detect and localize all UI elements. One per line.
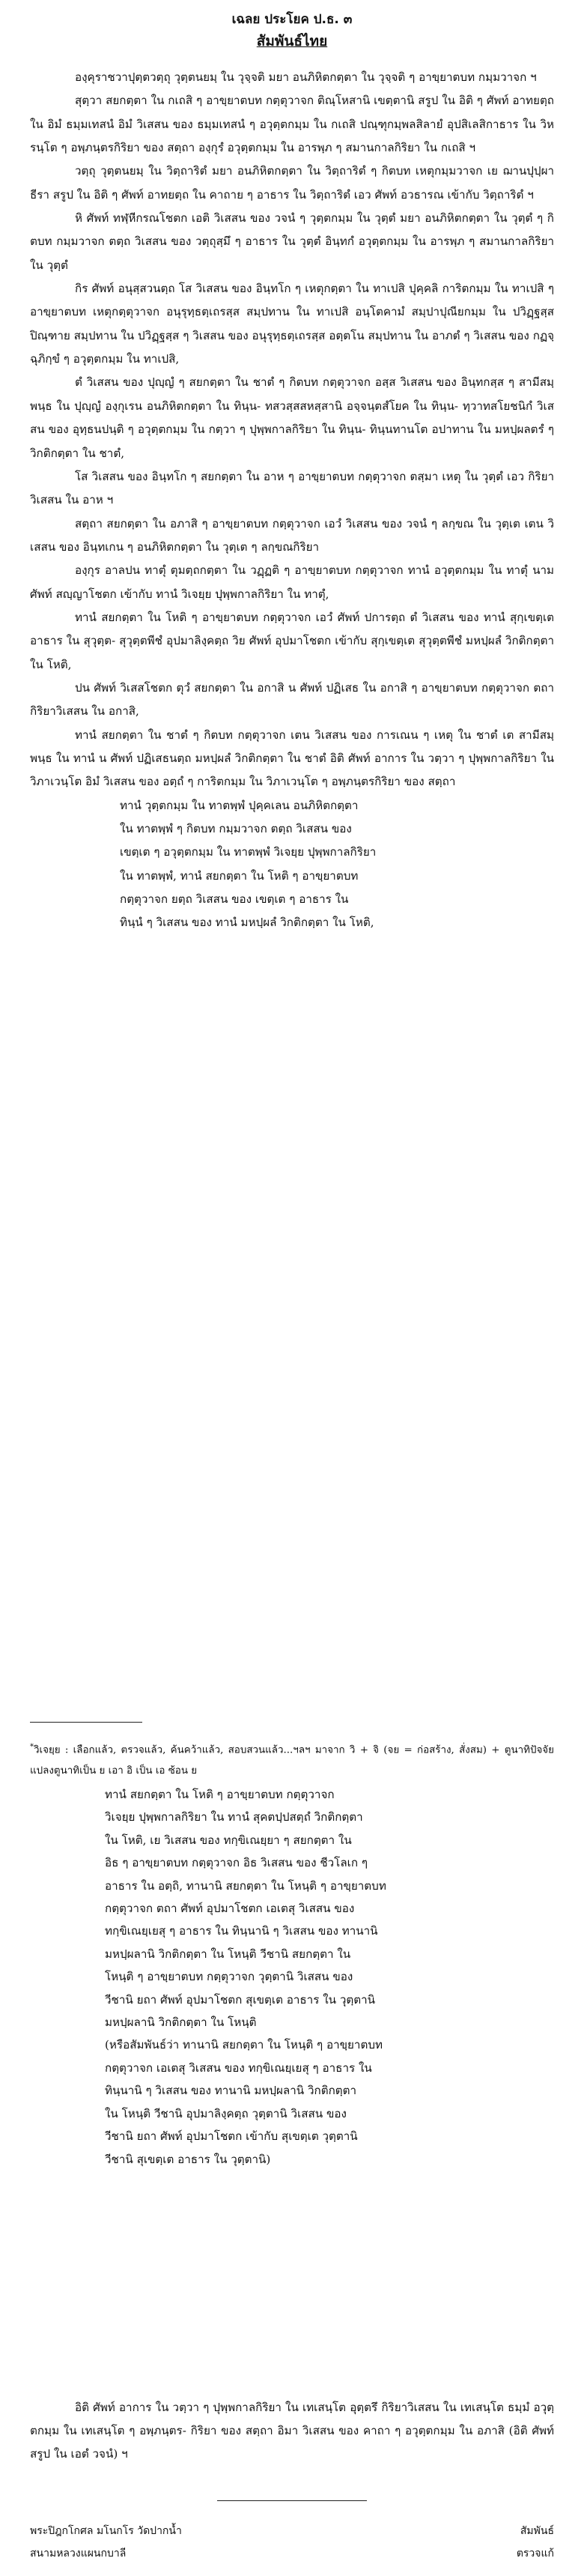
paragraph: ตํ วิเสสน ของ ปุญฺญํ ๆ สยกตฺตา ใน ชาตํ ๆ กิตบท กตฺตุวาจก อสฺส วิเสสน ของ อินฺทกสฺส ๆ สามีสมฺพนฺธ ใน ปุญฺญํ องฺกุเรน อนภิหิตกตฺตา ใน ทินฺน- ทสวสฺสสหสฺสานิ อจฺจนฺตสํโยค ใน ทินฺน- ทฺวาทสโยชนิกํ วิเสสน ของ อุทฺธนปนฺติ ๆ อวุตฺตกมฺม ใน กตฺวา ๆ ปุพฺพกาลกิริยา ใน ทินฺน- ทินฺนทานโต อปาทาน ใน มหปฺผลตรํ ๆ วิกติกตฺตา ใน ชาตํ, (30, 375, 554, 460)
paragraph: กิร ศัพท์ อนุสฺสวนตฺถ โส วิเสสน ของ อินฺทโก ๆ เหตุกตฺตา ใน ทาเปสิ ปุคฺคลิ การิตกมฺม ใน ทาเปสิ ๆ อาขฺยาตบท เหตุกตฺตุวาจก อนุรุทฺธตฺเถรสฺส สมฺปทาน ใน ทาเปสิ อนฺโตคามํ สมฺปาปุณียกมฺม ใน ปวิฏฺฐสฺส ปิณฺฑาย สมฺปทาน ใน ปวิฏฺฐสฺส ๆ วิเสสน ของ อนุรุทฺธตฺเถรสฺส อตฺตโน สมฺปทาน ใน อาภตํ ๆ วิเสสน ของ กฏจฺฉุภิกฺขํ ๆ อวุตฺตกมฺม ใน ทาเปสิ, (30, 282, 554, 366)
footnote-text: วิเจยฺย : เลือกแล้ว, ตรวจแล้ว, ค้นคว้าแล้ว, สอบสวนแล้ว...ฯลฯ มาจาก วิ + จิ (จย = ก่อสร้าง, สั่งสม) + ตูนาทิปัจจัย แปลงตูนาทิเป็น ย เอา อิ เป็น เอ ซ้อน ย (30, 1744, 554, 1777)
footer-author: พระปิฎกโกศล มโนกโร วัดปากน้ำ (30, 2525, 182, 2537)
continuation-line: วีชานิ ยถา ศัพท์ อุปมาโชตก เข้ากับ สุเขตฺเต วุตฺตานิ (105, 2129, 358, 2144)
footer-left (30, 2520, 404, 2565)
continuation-line: โหนฺติ ๆ อาขฺยาตบท กตฺตุวาจก วุตฺตานิ วิเสสน ของ (105, 1970, 353, 1984)
footnote-divider (30, 1722, 142, 1723)
verse-line: ทินฺนํ ๆ วิเสสน ของ ทานํ มหปฺผลํ วิกติกตฺตา ใน โหติ, (120, 916, 374, 930)
continuation-line: วีชานิ ยถา ศัพท์ อุปมาโชตก สุเขตฺเต อาธาร ใน วุตฺตานิ (105, 1992, 375, 2007)
footer-role-1: สัมพันธ์ (520, 2525, 554, 2537)
verse-line: เขตฺเต ๆ อวุตฺตกมฺม ใน ทาตพฺพํ วิเจยฺย ปุพฺพกาลกิริยา (120, 845, 377, 859)
verse-line: ใน ทาตพฺพํ, ทานํ สยกตฺตา ใน โหติ ๆ อาขฺยาตบท (120, 868, 359, 883)
verse-line: กตฺตุวาจก ยตฺถ วิเสสน ของ เขตฺเต ๆ อาธาร ใน (120, 892, 349, 907)
closing-paragraph: อิติ ศัพท์ อาการ ใน วตฺวา ๆ ปุพฺพกาลกิริยา ใน เทเสนฺโต อุตฺตรึ กิริยาวิเสสน ใน เทเสนฺโต ธมฺมํ อวุตฺตกมฺม ใน เทเสนฺโต ๆ อพฺภนฺตร- กิริยา ของ สตฺถา อิมา วิเสสน ของ คาถา ๆ อวุตฺตกมฺม ใน อภาสิ (อิติ ศัพท์ สรูป ใน เอตํ วจนํ) ฯ (30, 2401, 554, 2461)
continuation-line: มหปฺผลานิ วิกติกตฺตา ใน โหนฺติ (105, 2016, 257, 2030)
document-subheading: สัมพันธ์ไทย (256, 33, 328, 49)
paragraph: องฺคุราชวาปุตฺตวตฺถุ วุตฺตนยมฺ ใน วุจฺจติ มยา อนภิหิตกตฺตา ใน วุจฺจติ ๆ อาขฺยาตบท กมฺมวาจก ฯ (75, 70, 537, 84)
continuation-line: กตฺตุวาจก ตถา ศัพท์ อุปมาโชตก เอเตสุ วิเสสน ของ (105, 1902, 355, 1916)
main-body (30, 66, 554, 935)
continuation-line: ทานํ สยกตฺตา ใน โหติ ๆ อาขฺยาตบท กตฺตุวาจก (105, 1788, 335, 1801)
document-heading: เฉลย ประโยค ป.ธ. ๓ (231, 12, 353, 27)
paragraph: สุตฺวา สยกตฺตา ใน กเถสิ ๆ อาขฺยาตบท กตฺตุวาจก ติณฺโหสานิ เขตฺตานิ สรูป ใน อิติ ๆ ศัพท์ อาทยตฺถ ใน อิมํ ธมฺมเทสนํ อิมํ วิเสสน ของ ธมฺมเทสนํ ๆ อวุตฺตกมฺม ใน กเถสิ ปณฺฑุกมฺพลสิลายํ อุปสิเลสิกาธาร ใน วิหรนฺโต ๆ อพฺภนฺตรกิริยา ของ สตฺถา องฺกุรํ อวุตฺตกมฺม ใน อารพฺภ ๆ สมานกาลกิริยา ใน กเถสิ ฯ (30, 94, 554, 155)
continuation-line: (หรือสัมพันธ์ว่า ทานานิ สยกตฺตา ใน โหนฺติ ๆ อาขฺยาตบท (105, 2038, 383, 2052)
continuation-block (30, 1783, 554, 2171)
closing-block (30, 2396, 554, 2466)
paragraph: ทานํ สยกตฺตา ใน ชาตํ ๆ กิตบท กตฺตุวาจก เตน วิเสสน ของ การเณน ๆ เหตุ ใน ชาตํ เต สามีสมฺพนฺธ ใน ทานํ น ศัพท์ ปฏิเสธนตฺถ มหปฺผลํ วิกติกตฺตา ใน ชาตํ อิติ ศัพท์ อาการ ใน วตฺวา ๆ ปุพฺพกาลกิริยา ใน วิภาเวนฺโต อิมํ วิเสสน ของ อตฺถํ ๆ การิตกมฺม ใน วิภาเวนฺโต ๆ อพฺภนฺตรกิริยา ของ สตฺถา (30, 728, 554, 789)
continuation-line: ทินฺนานิ ๆ วิเสสน ของ ทานานิ มหปฺผลานิ วิกติกตฺตา (105, 2084, 357, 2098)
paragraph: องฺกุร อาลปน ทาตุํ ตุมตฺถกตฺตา ใน วฏฺฏติ ๆ อาขฺยาตบท กตฺตุวาจก ทานํ อวุตฺตกมฺม ใน ทาตุํ นาม ศัพท์ สญฺญาโชตก เข้ากับ ทานํ วิเจยฺย ปุพฺพกาลกิริยา ใน ทาตุํ, (30, 563, 554, 601)
verse-line: ทานํ วุตฺตกมฺม ใน ทาตพฺพํ ปุคฺคเลน อนภิหิตกตฺตา (120, 798, 359, 812)
footer-right (442, 2520, 554, 2565)
continuation-line: ทกฺขิเณยฺเยสุ ๆ อาธาร ใน ทินฺนานิ ๆ วิเสสน ของ ทานานิ (105, 1924, 378, 1938)
footer-office: สนามหลวงแผนกบาลี (30, 2548, 127, 2560)
paragraph: ทานํ สยกตฺตา ใน โหติ ๆ อาขฺยาตบท กตฺตุวาจก เอวํ ศัพท์ ปการตฺถ ตํ วิเสสน ของ ทานํ สุกฺเขตฺเต อาธาร ใน สุวุตฺต- สุวุตฺตพีชํ อุปมาลิงฺคตฺถ วิย ศัพท์ อุปมาโชตก เข้ากับ สุกฺเขตฺเต สุวุตฺตพีชํ มหปฺผลํ วิกติกตฺตา ใน โหติ, (30, 610, 554, 671)
verse-line: ใน ทาตพฺพํ ๆ กิตบท กมฺมวาจก ตตฺถ วิเสสน ของ (120, 822, 352, 835)
footnote-mark: * (30, 1743, 34, 1751)
footer-divider (217, 2500, 367, 2501)
continuation-line: อาธาร ใน อตฺถิ, ทานานิ สยกตฺตา ใน โหนฺติ ๆ อาขฺยาตบท (105, 1878, 386, 1893)
paragraph: หิ ศัพท์ ทฬฺหีกรณโชตก เอติ วิเสสน ของ วจนํ ๆ วุตฺตกมฺม ใน วุตฺตํ มยา อนภิหิตกตฺตา ใน วุตฺตํ ๆ กิตบท กมฺมวาจก ตตฺถ วิเสสน ของ วตฺถุสฺมึ ๆ อาธาร ใน วุตฺตํ อินฺทกํ อวุตฺตกมฺม ใน อารพฺภ ๆ สมานกาลกิริยา ใน วุตฺตํ (30, 211, 554, 272)
continuation-line: วิเจยฺย ปุพฺพกาลกิริยา ใน ทานํ สุคตปฺปสตฺถํ วิกติกตฺตา (105, 1810, 363, 1824)
continuation-line: กตฺตุวาจก เอเตสุ วิเสสน ของ ทกฺขิเณยฺเยสุ ๆ อาธาร ใน (105, 2061, 372, 2075)
paragraph: สตฺถา สยกตฺตา ใน อภาสิ ๆ อาขฺยาตบท กตฺตุวาจก เอวํ วิเสสน ของ วจนํ ๆ ลกฺขณ ใน วุตฺเต เตน วิเสสน ของ อินฺทเกน ๆ อนภิหิตกตฺตา ใน วุตฺเต ๆ ลกฺขณกิริยา (30, 516, 554, 554)
paragraph: โส วิเสสน ของ อินฺทโก ๆ สยกตฺตา ใน อาห ๆ อาขฺยาตบท กตฺตุวาจก ตสฺมา เหตุ ใน วุตฺตํ เอว กิริยาวิเสสน ใน อาห ฯ (30, 469, 554, 507)
paragraph: ปน ศัพท์ วิเสสโชตก ตุวํ สยกตฺตา ใน อกาสิ น ศัพท์ ปฏิเสธ ใน อกาสิ ๆ อาขฺยาตบท กตฺตุวาจก ตถา กิริยาวิเสสน ใน อกาสิ, (30, 680, 554, 719)
continuation-line: ใน โหติ, เย วิเสสน ของ ทกฺขิเณยฺยา ๆ สยกตฺตา ใน (105, 1833, 352, 1847)
continuation-line: มหปฺผลานิ วิกติกตฺตา ใน โหนฺติ วีชานิ สยกตฺตา ใน (105, 1947, 351, 1961)
continuation-line: วีชานิ สุเขตฺเต อาธาร ใน วุตฺตานิ) (105, 2152, 271, 2166)
continuation-line: อิธ ๆ อาขฺยาตบท กตฺตุวาจก อิธ วิเสสน ของ ชีวโลเก ๆ (105, 1856, 368, 1870)
paragraph: วตฺถุ วุตฺตนยมฺ ใน วิตฺถาริตํ มยา อนภิหิตกตฺตา ใน วิตฺถาริตํ ๆ กิตบท เหตุกมฺมวาจก เย ฌานปุปฺผา ธีรา สรูป ใน อิติ ๆ ศัพท์ อาทยตฺถ ใน คาถาย ๆ อาธาร ใน วิตฺถาริตํ เอว ศัพท์ อวธารณ เข้ากับ วิตฺถาริตํ ฯ (30, 164, 554, 202)
footer-role-2: ตรวจแก้ (516, 2548, 554, 2560)
continuation-line: ใน โหนฺติ วีชานิ อุปมาลิงฺคตฺถ วุตฺตานิ วิเสสน ของ (105, 2106, 347, 2120)
footnote (30, 1737, 554, 1782)
